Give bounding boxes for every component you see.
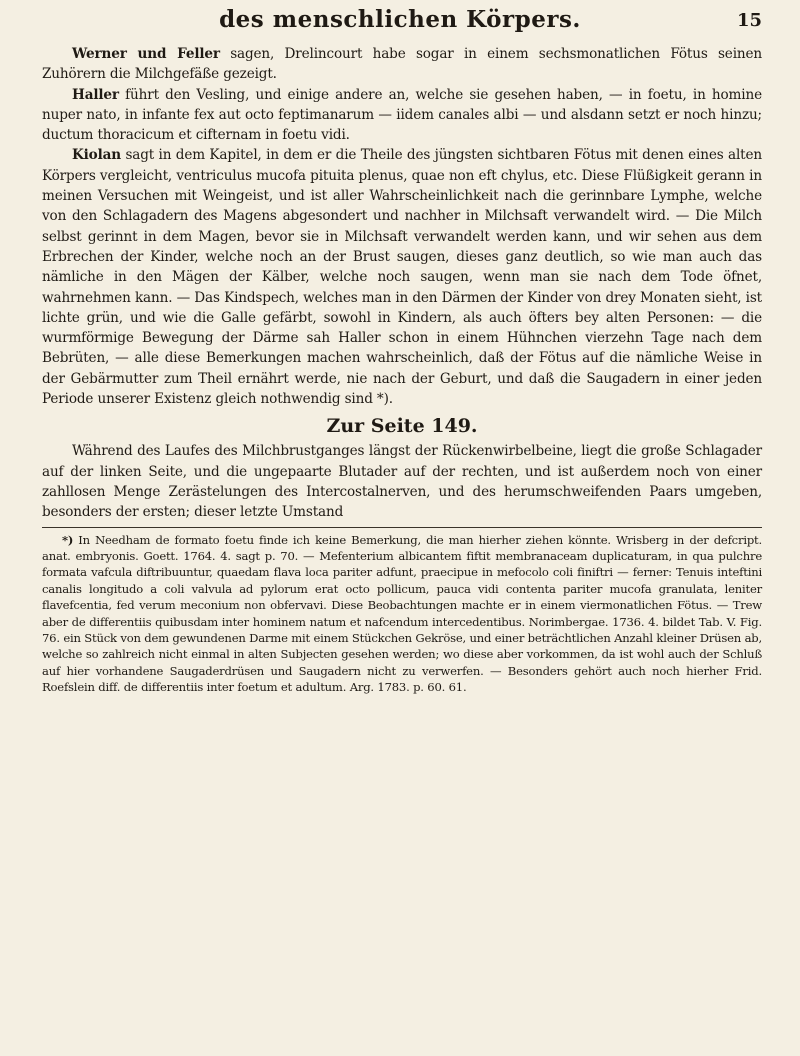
footnote-text: In Needham de formato foetu finde ich keine Bemerkung, die man hierher ziehen könnte. Wrisberg in der defcript. anat. embryonis. Goett. 1764. 4. sagt p. 70. — Mefenterium albicantem fiftit membranaceam duplicaturam, in qua pulchre formata vafcula diftribuuntur, quaedam flava loca pariter adfunt, praecipue in mefocolo coli finiftri — ferner: Tenuis inteftini canalis longitudo a coli valvula ad pylorum erat octo pollicum, pauca vidi contenta pariter mucofa granulata, leniter flavefcentia, fed verum meconium non obfervavi. Diese Beobachtungen machte er in einem viermonatlichen Fötus. — Trew aber de differentiis quibusdam inter hominem natum et nafcendum intercedentibus. Norimbergae. 1736. 4. bildet Tab. V. Fig. 76. ein Stück von dem gewundenen Darme mit einem Stückchen Gekröse, und einer beträchtlichen Anzahl kleiner Drüsen ab, welche so zahlreich nicht einmal in alten Subjecten gesehen werden; wo diese aber vorkommen, da ist wohl auch der Schluß auf hier vorhandene Saugaderdrüsen und Saugadern nicht zu verwerfen. — Besonders gehört auch noch hierher Frid. Roefslein diff. de differentiis inter foetum et adultum. Arg. 1783. p. 60. 61. [42, 532, 762, 695]
main-text [42, 44, 762, 696]
footnote [42, 532, 762, 696]
paragraph-text: führt den Vesling, und einige andere an, welche sie gesehen haben, — in foetu, in homine nuper nato, in infante fex aut octo feptimanarum — iidem canales albi — und alsdann setzt er noch hinzu; ductum thoracicum et cifternam in foetu vidi. [42, 86, 762, 144]
footnote-mark: *) [62, 532, 74, 547]
paragraph-lead-name: Haller [72, 86, 119, 103]
section-paragraph: Während des Laufes des Milchbrustganges längst der Rückenwirbelbeine, liegt die große Schlagader auf der linken Seite, und die ungepaarte Blutader auf der rechten, und ist außerdem noch von einer zahllosen Menge Zerästelungen des Intercostalnerven, und des herumschweifenden Paars umgeben, besonders der ersten; dieser letzte Umstand [42, 443, 762, 521]
paragraph-text: sagen, Drelincourt habe sogar in einem sechsmonatlichen Fötus seinen Zuhörern die Milchgefäße gezeigt. [42, 46, 762, 83]
footnote-divider [42, 527, 762, 528]
paragraph-lead-name: Kiolan [72, 147, 122, 164]
paragraph-lead-name: Werner und Feller [72, 46, 220, 62]
paragraph-text: sagt in dem Kapitel, in dem er die Theile des jüngsten sichtbaren Fötus mit denen eines alten Körpers vergleicht, ventriculus mucofa pituita plenus, quae non eft chylus, etc. Diese Flüßigkeit gerann in meinen Versuchen mit Weingeist, und ist aller Wahrscheinlichkeit nach die gerinnbare Lymphe, welche von den Schlagadern des Magens abgesondert und nachher in Milchsaft verwandelt wird. — Die Milch selbst gerinnt in dem Magen, bevor sie in Milchsaft verwandelt werden kann, und wir sehen aus dem Erbrechen der Kinder, welche noch an der Brust saugen, dieses ganz deutlich, so wie man auch das nämliche in den Mägen der Kälber, welche noch saugen, wenn man sie nach dem Tode öfnet, wahrnehmen kann. — Das Kindspech, welches man in den Därmen der Kinder von drey Monaten sieht, ist lichte grün, und wie die Galle gefärbt, sowohl in Kindern, als auch öfters bey alten Personen: — die wurmförmige Bewegung der Därme sah Haller schon in einem Hühnchen vierzehn Tage nach dem Bebrüten, — alle diese Bemerkungen machen wahrscheinlich, daß der Fötus auf die nämliche Weise in der Gebärmutter zum Theil ernährt werde, nie nach der Geburt, und daß die Saugadern in einer jeden Periode unserer Existenz gleich nothwendig sind *). [42, 147, 762, 408]
paragraph [42, 85, 762, 146]
paragraph [42, 145, 762, 409]
running-title: des menschlichen Körpers. [219, 6, 581, 33]
paragraph [42, 44, 762, 85]
page-number: 15 [736, 10, 762, 31]
section-heading: Zur Seite 149. [326, 415, 478, 438]
running-header [0, 4, 800, 40]
